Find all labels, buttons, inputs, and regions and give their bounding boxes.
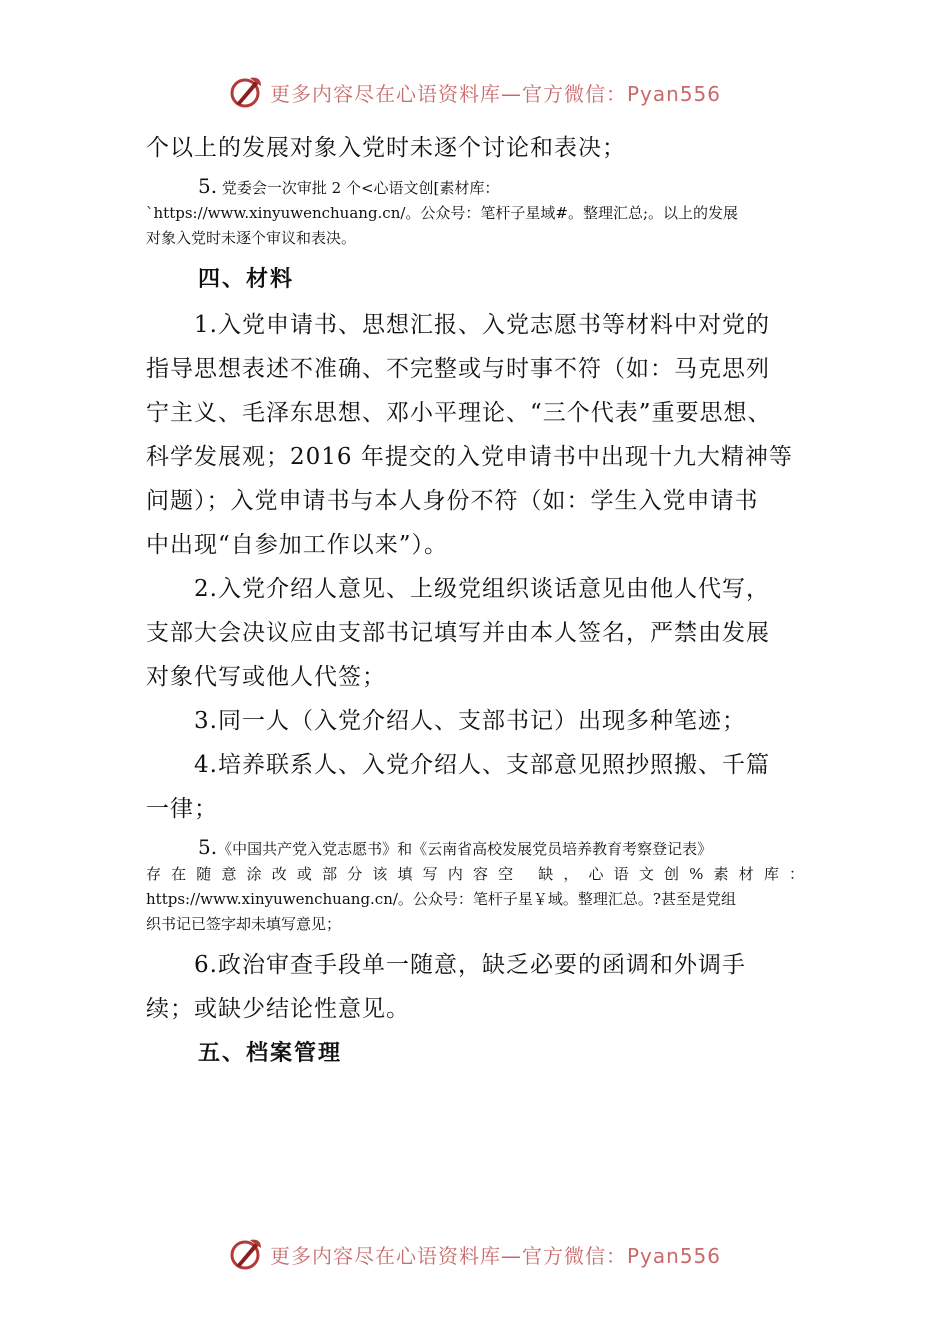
section-heading: 五、档案管理 [198, 1041, 343, 1066]
paragraph-small [146, 835, 810, 937]
text-line: 科学发展观；2016 年提交的入党申请书中出现十九大精神等 [146, 444, 793, 470]
document-body [146, 126, 810, 1077]
banner-text: 更多内容尽在心语资料库—官方微信：Pyan556 [270, 81, 722, 106]
text-line: https://www.xinyuwenchuang.cn/。公众号：笔杆子星￥域。整理汇总。?甚至是党组 [146, 890, 736, 908]
text-line: 对象入党时未逐个审议和表决。 [146, 229, 357, 247]
text-line: 2.入党介绍人意见、上级党组织谈话意见由他人代写， [194, 576, 770, 602]
text-line: 《中国共产党入党志愿书》和《云南省高校发展党员培养教育考察登记表》 [217, 840, 713, 858]
quill-logo-icon [228, 74, 264, 110]
text-line: 指导思想表述不准确、不完整或与时事不符（如：马克思列 [146, 356, 770, 382]
paragraph-small [146, 174, 810, 251]
footer-banner [228, 1234, 721, 1274]
paragraph [146, 943, 810, 1031]
text-line: 中出现“自参加工作以来”）。 [146, 532, 449, 558]
text-line: 宁主义、毛泽东思想、邓小平理论、“三个代表”重要思想、 [146, 400, 772, 426]
text-line: `https://www.xinyuwenchuang.cn/。公众号：笔杆子星域#。整理汇总;。以上的发展 [146, 204, 739, 222]
text-line: 织书记已签字却未填写意见； [146, 915, 342, 933]
header-banner [228, 72, 721, 112]
text-line: 续；或缺少结论性意见。 [146, 996, 410, 1022]
banner-text: 更多内容尽在心语资料库—官方微信：Pyan556 [270, 1243, 722, 1268]
item-number: 5. [198, 174, 218, 198]
paragraph [146, 567, 810, 699]
text-line: 6.政治审查手段单一随意，缺乏必要的函调和外调手 [194, 952, 746, 978]
text-line: 一律； [146, 796, 218, 822]
paragraph [146, 743, 810, 831]
paragraph: 3.同一人（入党介绍人、支部书记）出现多种笔迹； [194, 708, 746, 734]
text-line: 4.培养联系人、入党介绍人、支部意见照抄照搬、千篇 [194, 752, 770, 778]
text-line: 支部大会决议应由支部书记填写并由本人签名，严禁由发展 [146, 620, 770, 646]
paragraph [146, 303, 810, 567]
text-line: 对象代写或他人代签； [146, 664, 386, 690]
paragraph: 个以上的发展对象入党时未逐个讨论和表决； [146, 135, 626, 161]
text-line: 存在随意涂改或部分该填写内容空 缺，心语文创%素材库： [146, 865, 810, 883]
quill-logo-icon [228, 1236, 264, 1272]
item-number: 5. [198, 835, 218, 859]
section-heading: 四、材料 [198, 267, 295, 292]
text-line: 问题）；入党申请书与本人身份不符（如：学生入党申请书 [146, 488, 759, 514]
text-line: 1.入党申请书、思想汇报、入党志愿书等材料中对党的 [194, 312, 770, 338]
text-line: 党委会一次审批 2 个<心语文创[素材库： [221, 179, 500, 197]
